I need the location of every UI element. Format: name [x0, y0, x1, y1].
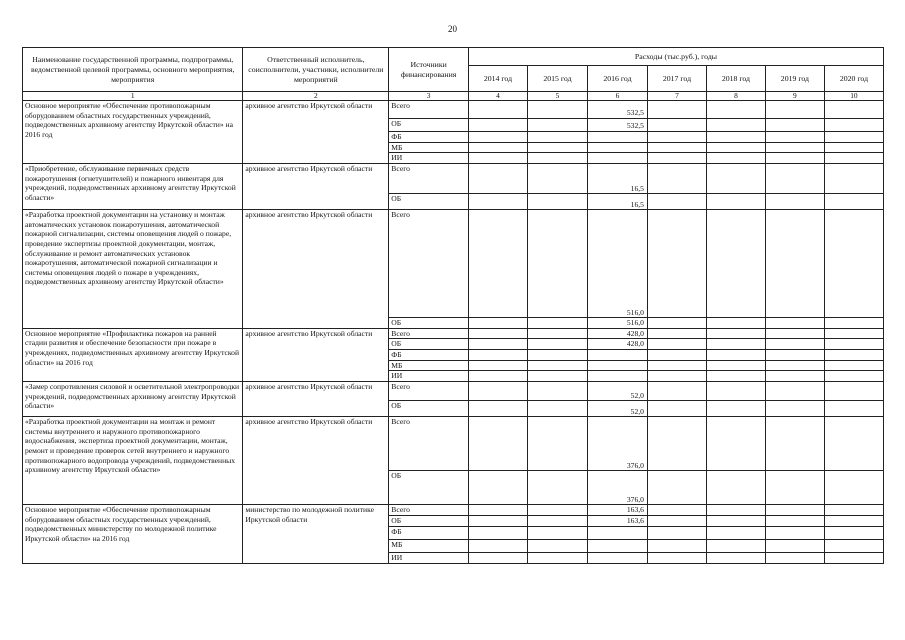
empty-value-cell: [765, 505, 824, 516]
table-row: [23, 164, 884, 194]
empty-value-cell: [706, 328, 765, 339]
empty-value-cell: [824, 318, 883, 329]
empty-value-cell: [647, 526, 706, 539]
empty-value-cell: [468, 526, 527, 539]
empty-value-cell: [468, 210, 527, 318]
empty-value-cell: [824, 153, 883, 164]
empty-value-cell: [765, 382, 824, 401]
empty-value-cell: [765, 210, 824, 318]
table-row: [23, 382, 884, 401]
empty-value-cell: [647, 194, 706, 210]
empty-value-cell: [765, 371, 824, 382]
empty-value-cell: [468, 164, 527, 194]
empty-value-cell: [824, 360, 883, 371]
empty-value-cell: [468, 515, 527, 526]
responsible-cell: архивное агентство Иркутской области: [243, 417, 389, 505]
empty-value-cell: [468, 401, 527, 417]
empty-value-cell: [765, 318, 824, 329]
empty-value-cell: [647, 210, 706, 318]
empty-value-cell: [824, 526, 883, 539]
header-expenses: Расходы (тыс.руб.), годы: [468, 48, 883, 66]
funding-source-cell: ОБ: [389, 401, 469, 417]
funding-source-cell: Всего: [389, 505, 469, 516]
value-2016-cell: [587, 360, 647, 371]
header-year: 2015 год: [527, 66, 587, 92]
empty-value-cell: [824, 142, 883, 153]
column-number: 4: [468, 92, 527, 101]
empty-value-cell: [527, 401, 587, 417]
empty-value-cell: [706, 194, 765, 210]
table-row: [23, 101, 884, 119]
empty-value-cell: [824, 382, 883, 401]
empty-value-cell: [706, 318, 765, 329]
event-name-cell: «Разработка проектной документации на монтаж и ремонт системы внутреннего и наружного противопожарного водоснабжения, экспертиза проектной документации, монтаж, ремонт и проведение проверок сетей внутреннего и наружного противопожарного водопровода учреждений, подведомственных архивному агентству Иркутской области»: [23, 417, 243, 505]
empty-value-cell: [468, 153, 527, 164]
funding-source-cell: МБ: [389, 539, 469, 552]
table-body: [23, 101, 884, 564]
empty-value-cell: [527, 539, 587, 552]
empty-value-cell: [468, 132, 527, 143]
value-2016-cell: 516,0: [587, 210, 647, 318]
header-year: 2014 год: [468, 66, 527, 92]
empty-value-cell: [706, 142, 765, 153]
empty-value-cell: [647, 142, 706, 153]
value-2016-cell: [587, 539, 647, 552]
empty-value-cell: [527, 505, 587, 516]
empty-value-cell: [765, 349, 824, 360]
funding-source-cell: ОБ: [389, 318, 469, 329]
header-year: 2016 год: [587, 66, 647, 92]
empty-value-cell: [527, 339, 587, 350]
empty-value-cell: [765, 552, 824, 563]
empty-value-cell: [468, 101, 527, 119]
empty-value-cell: [468, 339, 527, 350]
empty-value-cell: [527, 164, 587, 194]
header-year: 2020 год: [824, 66, 883, 92]
column-number: 7: [647, 92, 706, 101]
empty-value-cell: [647, 417, 706, 471]
empty-value-cell: [706, 505, 765, 516]
empty-value-cell: [824, 417, 883, 471]
empty-value-cell: [468, 349, 527, 360]
funding-source-cell: ИИ: [389, 371, 469, 382]
empty-value-cell: [527, 349, 587, 360]
funding-source-cell: МБ: [389, 360, 469, 371]
value-2016-cell: 16,5: [587, 164, 647, 194]
responsible-cell: министерство по молодежной политике Иркутской области: [243, 505, 389, 564]
column-number: 3: [389, 92, 469, 101]
event-name-cell: «Разработка проектной документации на установку и монтаж автоматических установок пожаротушения, автоматической пожарной сигнализации, системы оповещения людей о пожаре, проведение экспертизы проектной документации, монтаж, обслуживание и ремонт автоматических установок пожаротушения, автоматической пожарной сигнализации и системы оповещения людей о пожаре в учреждениях, подведомственных архивному агентству Иркутской области»: [23, 210, 243, 329]
funding-source-cell: Всего: [389, 417, 469, 471]
empty-value-cell: [765, 471, 824, 505]
empty-value-cell: [468, 360, 527, 371]
empty-value-cell: [647, 153, 706, 164]
empty-value-cell: [706, 164, 765, 194]
event-name-cell: Основное мероприятие «Обеспечение противопожарным оборудованием областных государственных учреждений, подведомственных архивному агентству Иркутской области» на 2016 год: [23, 101, 243, 164]
funding-source-cell: ОБ: [389, 119, 469, 132]
value-2016-cell: [587, 142, 647, 153]
responsible-cell: архивное агентство Иркутской области: [243, 382, 389, 417]
funding-source-cell: ФБ: [389, 132, 469, 143]
value-2016-cell: [587, 349, 647, 360]
empty-value-cell: [647, 101, 706, 119]
empty-value-cell: [765, 101, 824, 119]
value-2016-cell: 163,6: [587, 515, 647, 526]
empty-value-cell: [824, 471, 883, 505]
column-number: 1: [23, 92, 243, 101]
empty-value-cell: [765, 328, 824, 339]
empty-value-cell: [824, 505, 883, 516]
empty-value-cell: [765, 164, 824, 194]
empty-value-cell: [468, 471, 527, 505]
empty-value-cell: [468, 417, 527, 471]
empty-value-cell: [765, 119, 824, 132]
header-responsible: Ответственный исполнитель, соисполнители, участники, исполнители мероприятий: [243, 48, 389, 92]
page-number: 20: [448, 24, 457, 34]
empty-value-cell: [765, 539, 824, 552]
empty-value-cell: [468, 539, 527, 552]
funding-source-cell: МБ: [389, 142, 469, 153]
header-source: Источники финансирования: [389, 48, 469, 92]
empty-value-cell: [468, 142, 527, 153]
table-row: [23, 417, 884, 471]
value-2016-cell: 532,5: [587, 119, 647, 132]
funding-source-cell: Всего: [389, 101, 469, 119]
empty-value-cell: [647, 471, 706, 505]
value-2016-cell: [587, 132, 647, 143]
value-2016-cell: 376,0: [587, 471, 647, 505]
table-row: [23, 210, 884, 318]
empty-value-cell: [824, 401, 883, 417]
empty-value-cell: [824, 101, 883, 119]
empty-value-cell: [527, 371, 587, 382]
empty-value-cell: [647, 552, 706, 563]
value-2016-cell: [587, 552, 647, 563]
empty-value-cell: [706, 371, 765, 382]
empty-value-cell: [527, 526, 587, 539]
empty-value-cell: [468, 505, 527, 516]
empty-value-cell: [527, 515, 587, 526]
column-number: 10: [824, 92, 883, 101]
empty-value-cell: [765, 401, 824, 417]
funding-source-cell: Всего: [389, 164, 469, 194]
empty-value-cell: [706, 101, 765, 119]
funding-source-cell: Всего: [389, 382, 469, 401]
empty-value-cell: [824, 552, 883, 563]
empty-value-cell: [527, 552, 587, 563]
empty-value-cell: [647, 539, 706, 552]
column-number: 6: [587, 92, 647, 101]
empty-value-cell: [765, 526, 824, 539]
empty-value-cell: [647, 119, 706, 132]
empty-value-cell: [468, 371, 527, 382]
empty-value-cell: [824, 210, 883, 318]
responsible-cell: архивное агентство Иркутской области: [243, 164, 389, 210]
empty-value-cell: [527, 153, 587, 164]
empty-value-cell: [706, 339, 765, 350]
empty-value-cell: [706, 515, 765, 526]
value-2016-cell: 163,6: [587, 505, 647, 516]
empty-value-cell: [706, 132, 765, 143]
value-2016-cell: 532,5: [587, 101, 647, 119]
empty-value-cell: [527, 328, 587, 339]
event-name-cell: Основное мероприятие «Профилактика пожаров на ранней стадии развития и обеспечение безопасности при пожаре в учреждениях, подведомственных архивному агентству Иркутской области» на 2016 год: [23, 328, 243, 381]
empty-value-cell: [647, 318, 706, 329]
empty-value-cell: [527, 132, 587, 143]
responsible-cell: архивное агентство Иркутской области: [243, 328, 389, 381]
column-number: 8: [706, 92, 765, 101]
empty-value-cell: [824, 194, 883, 210]
empty-value-cell: [824, 349, 883, 360]
header-year: 2017 год: [647, 66, 706, 92]
value-2016-cell: [587, 371, 647, 382]
empty-value-cell: [527, 119, 587, 132]
empty-value-cell: [527, 142, 587, 153]
empty-value-cell: [706, 349, 765, 360]
empty-value-cell: [824, 132, 883, 143]
value-2016-cell: [587, 526, 647, 539]
empty-value-cell: [765, 142, 824, 153]
funding-source-cell: ОБ: [389, 194, 469, 210]
funding-source-cell: Всего: [389, 210, 469, 318]
responsible-cell: архивное агентство Иркутской области: [243, 210, 389, 329]
empty-value-cell: [765, 194, 824, 210]
empty-value-cell: [706, 401, 765, 417]
value-2016-cell: 428,0: [587, 328, 647, 339]
empty-value-cell: [527, 471, 587, 505]
empty-value-cell: [706, 552, 765, 563]
value-2016-cell: 516,0: [587, 318, 647, 329]
empty-value-cell: [706, 417, 765, 471]
empty-value-cell: [527, 360, 587, 371]
empty-value-cell: [647, 349, 706, 360]
empty-value-cell: [824, 328, 883, 339]
empty-value-cell: [706, 471, 765, 505]
empty-value-cell: [527, 210, 587, 318]
funding-source-cell: ИИ: [389, 552, 469, 563]
responsible-cell: архивное агентство Иркутской области: [243, 101, 389, 164]
empty-value-cell: [765, 339, 824, 350]
empty-value-cell: [527, 194, 587, 210]
header-year: 2019 год: [765, 66, 824, 92]
empty-value-cell: [824, 339, 883, 350]
funding-source-cell: ФБ: [389, 349, 469, 360]
empty-value-cell: [824, 515, 883, 526]
empty-value-cell: [468, 119, 527, 132]
funding-source-cell: ОБ: [389, 471, 469, 505]
empty-value-cell: [765, 153, 824, 164]
empty-value-cell: [527, 101, 587, 119]
column-number: 2: [243, 92, 389, 101]
empty-value-cell: [647, 371, 706, 382]
empty-value-cell: [647, 382, 706, 401]
column-number: 5: [527, 92, 587, 101]
empty-value-cell: [647, 132, 706, 143]
empty-value-cell: [468, 194, 527, 210]
event-name-cell: «Замер сопротивления силовой и осветительной электропроводки учреждений, подведомственных архивному агентству Иркутской области»: [23, 382, 243, 417]
empty-value-cell: [706, 119, 765, 132]
empty-value-cell: [706, 360, 765, 371]
value-2016-cell: 52,0: [587, 382, 647, 401]
empty-value-cell: [765, 515, 824, 526]
event-name-cell: Основное мероприятие «Обеспечение противопожарным оборудованием областных государственных учреждений, подведомственных министерству по молодежной политике Иркутской области» на 2016 год: [23, 505, 243, 564]
empty-value-cell: [468, 552, 527, 563]
empty-value-cell: [765, 132, 824, 143]
value-2016-cell: 52,0: [587, 401, 647, 417]
column-number: 9: [765, 92, 824, 101]
header-year: 2018 год: [706, 66, 765, 92]
event-name-cell: «Приобретение, обслуживание первичных средств пожаротушения (огнетушителей) и пожарного инвентаря для учреждений, подведомственных архивному агентству Иркутской области»: [23, 164, 243, 210]
empty-value-cell: [647, 339, 706, 350]
header-name: Наименование государственной программы, подпрограммы, ведомственной целевой программы, основного мероприятия, мероприятия: [23, 48, 243, 92]
funding-source-cell: ИИ: [389, 153, 469, 164]
empty-value-cell: [824, 119, 883, 132]
empty-value-cell: [706, 210, 765, 318]
empty-value-cell: [527, 382, 587, 401]
empty-value-cell: [468, 318, 527, 329]
empty-value-cell: [527, 417, 587, 471]
empty-value-cell: [647, 328, 706, 339]
empty-value-cell: [765, 417, 824, 471]
funding-source-cell: ФБ: [389, 526, 469, 539]
empty-value-cell: [824, 164, 883, 194]
empty-value-cell: [527, 318, 587, 329]
empty-value-cell: [647, 164, 706, 194]
table-row: [23, 328, 884, 339]
empty-value-cell: [706, 526, 765, 539]
funding-source-cell: ОБ: [389, 515, 469, 526]
table-row: [23, 505, 884, 516]
empty-value-cell: [647, 360, 706, 371]
empty-value-cell: [765, 360, 824, 371]
value-2016-cell: 376,0: [587, 417, 647, 471]
empty-value-cell: [824, 539, 883, 552]
empty-value-cell: [706, 539, 765, 552]
value-2016-cell: [587, 153, 647, 164]
empty-value-cell: [647, 515, 706, 526]
value-2016-cell: 428,0: [587, 339, 647, 350]
expenses-table: [22, 47, 884, 564]
value-2016-cell: 16,5: [587, 194, 647, 210]
empty-value-cell: [647, 505, 706, 516]
empty-value-cell: [706, 382, 765, 401]
funding-source-cell: ОБ: [389, 339, 469, 350]
empty-value-cell: [468, 328, 527, 339]
funding-source-cell: Всего: [389, 328, 469, 339]
empty-value-cell: [647, 401, 706, 417]
empty-value-cell: [824, 371, 883, 382]
empty-value-cell: [468, 382, 527, 401]
empty-value-cell: [706, 153, 765, 164]
